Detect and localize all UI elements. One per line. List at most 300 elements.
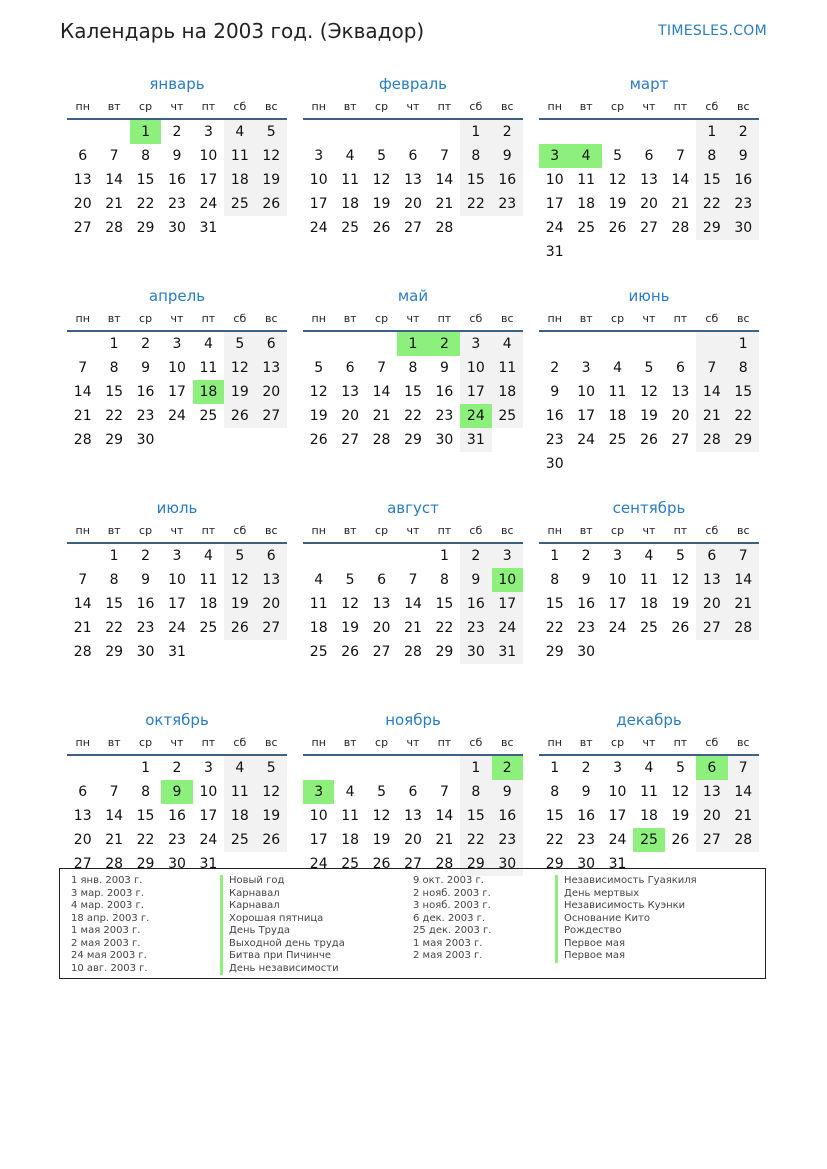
weekday-label: пн bbox=[547, 736, 562, 749]
weekday-label: сб bbox=[233, 736, 247, 749]
weekday-label: чт bbox=[406, 100, 420, 113]
legend-holiday-name: Хорошая пятница bbox=[220, 913, 345, 926]
weekday-label: сб bbox=[469, 100, 483, 113]
empty-cell bbox=[728, 240, 759, 264]
week-row bbox=[303, 144, 523, 168]
empty-cell bbox=[303, 120, 334, 144]
day-cell: 12 bbox=[256, 144, 287, 168]
day-cell: 28 bbox=[435, 220, 454, 236]
empty-cell bbox=[256, 428, 287, 452]
week-row bbox=[539, 404, 759, 428]
day-cell: 17 bbox=[309, 196, 328, 212]
week-row bbox=[539, 756, 759, 780]
weekday-label: сб bbox=[705, 736, 719, 749]
day-cell: 1 bbox=[460, 756, 491, 780]
month-block bbox=[67, 74, 287, 240]
legend-holiday-name: Выходной день труда bbox=[220, 938, 345, 951]
week-row bbox=[67, 756, 287, 780]
day-cell: 2 bbox=[728, 120, 759, 144]
weekday-label: ср bbox=[375, 100, 389, 113]
day-cell: 26 bbox=[671, 620, 690, 636]
day-cell: 9 bbox=[728, 144, 759, 168]
month-name: январь bbox=[149, 75, 205, 93]
week-row bbox=[303, 192, 523, 216]
day-cell: 24 bbox=[492, 616, 523, 640]
day-cell: 7 bbox=[78, 360, 88, 376]
day-cell: 2 bbox=[141, 548, 151, 564]
month-block bbox=[67, 498, 287, 664]
day-cell: 16 bbox=[728, 168, 759, 192]
day-cell: 22 bbox=[545, 832, 564, 848]
day-cell: 24 bbox=[168, 620, 186, 636]
week-row bbox=[67, 216, 287, 240]
day-cell: 21 bbox=[728, 592, 759, 616]
weekday-label: пн bbox=[547, 100, 562, 113]
week-row bbox=[303, 756, 523, 780]
day-cell: 31 bbox=[492, 640, 523, 664]
legend-holiday-name: Первое мая bbox=[555, 950, 697, 963]
month-name: июнь bbox=[628, 287, 670, 305]
week-row bbox=[303, 544, 523, 568]
day-cell: 11 bbox=[640, 784, 658, 800]
day-cell: 28 bbox=[105, 856, 124, 872]
day-cell: 7 bbox=[78, 572, 88, 588]
weekday-label: вс bbox=[500, 736, 514, 749]
day-cell: 11 bbox=[341, 172, 360, 188]
day-cell: 29 bbox=[105, 644, 124, 660]
empty-cell bbox=[570, 120, 601, 144]
day-cell: 25 bbox=[577, 220, 596, 236]
holiday-day-cell: 2 bbox=[429, 332, 460, 356]
week-row bbox=[539, 640, 759, 664]
weekday-header bbox=[303, 96, 523, 120]
weekday-header bbox=[539, 520, 759, 544]
day-cell: 21 bbox=[372, 408, 391, 424]
empty-cell bbox=[696, 332, 727, 356]
day-cell: 22 bbox=[728, 404, 759, 428]
empty-cell bbox=[460, 216, 491, 240]
day-cell: 18 bbox=[341, 832, 360, 848]
empty-cell bbox=[334, 332, 365, 356]
holiday-day-cell: 1 bbox=[397, 332, 428, 356]
day-cell: 23 bbox=[460, 616, 491, 640]
day-cell: 23 bbox=[545, 432, 564, 448]
day-cell: 20 bbox=[640, 196, 658, 212]
day-cell: 21 bbox=[105, 832, 124, 848]
weekday-label: вс bbox=[264, 312, 278, 325]
day-cell: 16 bbox=[435, 384, 454, 400]
day-cell: 4 bbox=[492, 332, 523, 356]
month-block bbox=[303, 498, 523, 664]
day-cell: 23 bbox=[136, 408, 155, 424]
week-row bbox=[303, 356, 523, 380]
day-cell: 4 bbox=[613, 360, 623, 376]
week-row bbox=[303, 332, 523, 356]
day-cell: 18 bbox=[224, 168, 255, 192]
empty-cell bbox=[98, 120, 129, 144]
day-cell: 21 bbox=[73, 620, 92, 636]
empty-cell bbox=[728, 452, 759, 476]
day-cell: 9 bbox=[492, 144, 523, 168]
month-block bbox=[303, 710, 523, 876]
day-cell: 11 bbox=[199, 572, 218, 588]
day-cell: 26 bbox=[341, 644, 360, 660]
weekday-label: сб bbox=[469, 524, 483, 537]
weekday-label: вт bbox=[343, 736, 357, 749]
day-cell: 13 bbox=[256, 568, 287, 592]
empty-cell bbox=[366, 120, 397, 144]
week-row bbox=[303, 640, 523, 664]
weekday-label: вт bbox=[107, 312, 121, 325]
day-cell: 4 bbox=[345, 148, 355, 164]
legend-date: 2 нояб. 2003 г. bbox=[413, 887, 491, 899]
day-cell: 14 bbox=[728, 780, 759, 804]
day-cell: 12 bbox=[256, 780, 287, 804]
legend-holiday-name: Основание Кито bbox=[555, 913, 697, 926]
day-cell: 1 bbox=[550, 760, 560, 776]
day-cell: 29 bbox=[136, 856, 155, 872]
day-cell: 21 bbox=[435, 196, 454, 212]
day-cell: 5 bbox=[314, 360, 324, 376]
weekday-label: вс bbox=[264, 736, 278, 749]
day-cell: 30 bbox=[136, 644, 155, 660]
day-cell: 26 bbox=[640, 432, 658, 448]
day-cell: 25 bbox=[224, 828, 255, 852]
day-cell: 23 bbox=[435, 408, 454, 424]
legend-holiday-name: Независимость Гуаякиля bbox=[555, 875, 697, 888]
weekday-label: чт bbox=[642, 312, 656, 325]
empty-cell bbox=[256, 640, 287, 664]
weekday-label: чт bbox=[170, 312, 184, 325]
weekday-label: пт bbox=[673, 524, 688, 537]
week-row bbox=[67, 428, 287, 452]
weekday-label: пн bbox=[75, 524, 90, 537]
day-cell: 5 bbox=[345, 572, 355, 588]
day-cell: 12 bbox=[224, 568, 255, 592]
empty-cell bbox=[539, 332, 570, 356]
weekday-label: пт bbox=[437, 100, 452, 113]
day-cell: 17 bbox=[608, 596, 627, 612]
day-cell: 19 bbox=[224, 592, 255, 616]
empty-cell bbox=[366, 332, 397, 356]
page-title: Календарь на 2003 год. (Эквадор) bbox=[60, 19, 425, 43]
day-cell: 16 bbox=[577, 596, 596, 612]
weekday-header bbox=[539, 732, 759, 756]
day-cell: 16 bbox=[577, 808, 596, 824]
weekday-label: ср bbox=[139, 312, 153, 325]
day-cell: 17 bbox=[199, 808, 218, 824]
week-row bbox=[67, 828, 287, 852]
week-row bbox=[303, 168, 523, 192]
day-cell: 24 bbox=[309, 856, 328, 872]
weekday-label: вс bbox=[736, 312, 750, 325]
empty-cell bbox=[602, 640, 633, 664]
day-cell: 17 bbox=[199, 172, 218, 188]
day-cell: 10 bbox=[199, 784, 218, 800]
day-cell: 13 bbox=[404, 808, 422, 824]
day-cell: 11 bbox=[224, 780, 255, 804]
week-row bbox=[539, 452, 759, 476]
day-cell: 5 bbox=[256, 756, 287, 780]
legend-date: 9 окт. 2003 г. bbox=[413, 875, 484, 886]
legend-date: 10 авг. 2003 г. bbox=[71, 962, 148, 974]
day-cell: 30 bbox=[545, 456, 564, 472]
weekday-label: вт bbox=[579, 312, 593, 325]
holiday-legend bbox=[59, 868, 766, 979]
weekday-label: ср bbox=[611, 312, 625, 325]
week-row bbox=[539, 380, 759, 404]
day-cell: 27 bbox=[696, 616, 727, 640]
day-cell: 13 bbox=[696, 568, 727, 592]
day-cell: 8 bbox=[408, 360, 418, 376]
empty-cell bbox=[602, 120, 633, 144]
day-cell: 20 bbox=[372, 620, 391, 636]
day-cell: 16 bbox=[136, 384, 155, 400]
day-cell: 11 bbox=[224, 144, 255, 168]
day-cell: 15 bbox=[435, 596, 454, 612]
day-cell: 17 bbox=[577, 408, 596, 424]
legend-date: 3 мар. 2003 г. bbox=[71, 887, 144, 899]
week-row bbox=[303, 616, 523, 640]
day-cell: 19 bbox=[256, 804, 287, 828]
month-name: май bbox=[397, 287, 429, 305]
day-cell: 3 bbox=[172, 548, 182, 564]
weekday-label: чт bbox=[642, 100, 656, 113]
day-cell: 27 bbox=[256, 616, 287, 640]
day-cell: 4 bbox=[224, 756, 255, 780]
empty-cell bbox=[366, 756, 397, 780]
day-cell: 6 bbox=[408, 148, 418, 164]
weekday-label: ср bbox=[611, 100, 625, 113]
day-cell: 26 bbox=[372, 220, 391, 236]
day-cell: 7 bbox=[728, 544, 759, 568]
weekday-label: вс bbox=[736, 100, 750, 113]
week-row bbox=[539, 240, 759, 264]
legend-date: 1 мая 2003 г. bbox=[413, 937, 483, 949]
day-cell: 16 bbox=[136, 596, 155, 612]
day-cell: 26 bbox=[309, 432, 328, 448]
day-cell: 26 bbox=[256, 192, 287, 216]
day-cell: 6 bbox=[78, 784, 88, 800]
day-cell: 14 bbox=[73, 384, 92, 400]
weekday-label: пт bbox=[437, 524, 452, 537]
day-cell: 14 bbox=[73, 596, 92, 612]
day-cell: 24 bbox=[199, 832, 218, 848]
empty-cell bbox=[366, 544, 397, 568]
empty-cell bbox=[633, 240, 664, 264]
weekday-header bbox=[539, 308, 759, 332]
day-cell: 13 bbox=[404, 172, 422, 188]
day-cell: 19 bbox=[671, 808, 690, 824]
weekday-label: вт bbox=[107, 524, 121, 537]
day-cell: 15 bbox=[728, 380, 759, 404]
day-cell: 4 bbox=[345, 784, 355, 800]
day-cell: 31 bbox=[545, 244, 564, 260]
day-cell: 22 bbox=[460, 828, 491, 852]
week-row bbox=[67, 356, 287, 380]
week-row bbox=[67, 404, 287, 428]
day-cell: 10 bbox=[309, 808, 328, 824]
day-cell: 19 bbox=[309, 408, 328, 424]
day-cell: 6 bbox=[345, 360, 355, 376]
day-cell: 10 bbox=[168, 572, 186, 588]
day-cell: 14 bbox=[435, 808, 454, 824]
weekday-label: вт bbox=[579, 524, 593, 537]
day-cell: 9 bbox=[172, 148, 182, 164]
day-cell: 14 bbox=[105, 172, 124, 188]
day-cell: 6 bbox=[377, 572, 387, 588]
day-cell: 15 bbox=[136, 808, 155, 824]
month-block bbox=[539, 286, 759, 476]
day-cell: 29 bbox=[545, 644, 564, 660]
month-name: октябрь bbox=[145, 711, 209, 729]
legend-left-dates bbox=[71, 875, 149, 975]
day-cell: 5 bbox=[644, 360, 654, 376]
weekday-label: чт bbox=[406, 312, 420, 325]
weekday-header bbox=[303, 520, 523, 544]
day-cell: 27 bbox=[73, 856, 92, 872]
day-cell: 28 bbox=[728, 828, 759, 852]
legend-holiday-name: Карнавал bbox=[220, 900, 345, 913]
week-row bbox=[303, 780, 523, 804]
day-cell: 23 bbox=[577, 620, 596, 636]
day-cell: 28 bbox=[404, 644, 422, 660]
legend-holiday-name: Независимость Куэнки bbox=[555, 900, 697, 913]
empty-cell bbox=[570, 332, 601, 356]
day-cell: 20 bbox=[341, 408, 360, 424]
legend-holiday-name: День мертвых bbox=[555, 888, 697, 901]
weekday-label: ср bbox=[139, 736, 153, 749]
weekday-label: ср bbox=[139, 100, 153, 113]
weekday-label: сб bbox=[469, 312, 483, 325]
day-cell: 11 bbox=[309, 596, 328, 612]
day-cell: 23 bbox=[136, 620, 155, 636]
week-row bbox=[67, 616, 287, 640]
empty-cell bbox=[602, 332, 633, 356]
day-cell: 24 bbox=[199, 196, 218, 212]
day-cell: 22 bbox=[404, 408, 422, 424]
day-cell: 12 bbox=[671, 784, 690, 800]
day-cell: 17 bbox=[168, 384, 186, 400]
day-cell: 15 bbox=[460, 168, 491, 192]
day-cell: 22 bbox=[435, 620, 454, 636]
day-cell: 22 bbox=[105, 620, 124, 636]
month-name: март bbox=[629, 75, 669, 93]
weekday-label: пн bbox=[311, 100, 326, 113]
day-cell: 7 bbox=[675, 148, 685, 164]
empty-cell bbox=[161, 428, 192, 452]
weekday-label: вт bbox=[343, 100, 357, 113]
empty-cell bbox=[633, 640, 664, 664]
day-cell: 20 bbox=[696, 804, 727, 828]
month-block bbox=[539, 74, 759, 264]
week-row bbox=[303, 120, 523, 144]
week-row bbox=[67, 568, 287, 592]
day-cell: 16 bbox=[168, 808, 186, 824]
day-cell: 28 bbox=[696, 428, 727, 452]
day-cell: 7 bbox=[696, 356, 727, 380]
day-cell: 2 bbox=[172, 124, 182, 140]
day-cell: 18 bbox=[608, 408, 627, 424]
day-cell: 18 bbox=[224, 804, 255, 828]
empty-cell bbox=[224, 640, 255, 664]
day-cell: 14 bbox=[105, 808, 124, 824]
day-cell: 19 bbox=[341, 620, 360, 636]
weekday-label: сб bbox=[233, 524, 247, 537]
day-cell: 17 bbox=[168, 596, 186, 612]
day-cell: 23 bbox=[168, 832, 186, 848]
day-cell: 6 bbox=[78, 148, 88, 164]
weekday-label: пт bbox=[201, 312, 216, 325]
weekday-label: пн bbox=[311, 312, 326, 325]
day-cell: 27 bbox=[341, 432, 360, 448]
day-cell: 12 bbox=[372, 808, 391, 824]
weekday-label: сб bbox=[233, 312, 247, 325]
weekday-label: чт bbox=[170, 736, 184, 749]
legend-date: 3 нояб. 2003 г. bbox=[413, 900, 491, 911]
day-cell: 5 bbox=[256, 120, 287, 144]
day-cell: 23 bbox=[728, 192, 759, 216]
empty-cell bbox=[224, 428, 255, 452]
month-block bbox=[67, 710, 287, 876]
day-cell: 5 bbox=[377, 148, 387, 164]
day-cell: 9 bbox=[581, 572, 591, 588]
day-cell: 6 bbox=[408, 784, 418, 800]
day-cell: 3 bbox=[172, 336, 182, 352]
week-row bbox=[303, 404, 523, 428]
day-cell: 27 bbox=[404, 220, 422, 236]
day-cell: 2 bbox=[141, 336, 151, 352]
empty-cell bbox=[193, 640, 224, 664]
week-row bbox=[539, 828, 759, 852]
brand-logo-link[interactable]: TIMESLES.COM bbox=[658, 23, 767, 39]
day-cell: 14 bbox=[372, 384, 391, 400]
empty-cell bbox=[67, 544, 98, 568]
legend-holiday-name: День Труда bbox=[220, 925, 345, 938]
empty-cell bbox=[67, 756, 98, 780]
day-cell: 26 bbox=[372, 856, 391, 872]
day-cell: 21 bbox=[105, 196, 124, 212]
day-cell: 6 bbox=[696, 544, 727, 568]
day-cell: 12 bbox=[224, 356, 255, 380]
day-cell: 11 bbox=[608, 384, 627, 400]
day-cell: 8 bbox=[550, 784, 560, 800]
empty-cell bbox=[334, 120, 365, 144]
day-cell: 11 bbox=[640, 572, 658, 588]
week-row bbox=[67, 640, 287, 664]
week-row bbox=[539, 592, 759, 616]
legend-left-names bbox=[220, 875, 345, 975]
day-cell: 23 bbox=[168, 196, 186, 212]
day-cell: 27 bbox=[696, 828, 727, 852]
weekday-label: пт bbox=[673, 312, 688, 325]
day-cell: 25 bbox=[640, 620, 658, 636]
empty-cell bbox=[539, 120, 570, 144]
day-cell: 29 bbox=[105, 432, 124, 448]
day-cell: 8 bbox=[696, 144, 727, 168]
empty-cell bbox=[429, 120, 460, 144]
day-cell: 1 bbox=[109, 336, 119, 352]
day-cell: 12 bbox=[309, 384, 328, 400]
day-cell: 6 bbox=[256, 544, 287, 568]
empty-cell bbox=[98, 756, 129, 780]
weekday-label: вт bbox=[579, 100, 593, 113]
day-cell: 13 bbox=[256, 356, 287, 380]
week-row bbox=[539, 616, 759, 640]
weekday-label: пн bbox=[547, 524, 562, 537]
day-cell: 29 bbox=[435, 644, 454, 660]
day-cell: 4 bbox=[314, 572, 324, 588]
